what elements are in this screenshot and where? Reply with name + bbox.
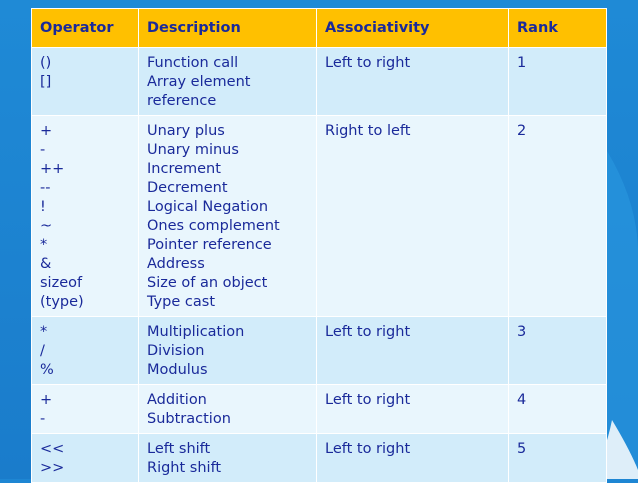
description-cell-line: Type cast bbox=[147, 294, 216, 310]
description-cell bbox=[139, 385, 317, 434]
operator-cell bbox=[32, 385, 139, 434]
rank-cell: 2 bbox=[509, 116, 607, 317]
table-row bbox=[32, 116, 607, 317]
operator-cell-line: / bbox=[40, 343, 45, 359]
operator-cell-line: & bbox=[40, 256, 52, 272]
operator-cell bbox=[32, 317, 139, 385]
header-operator: Operator bbox=[32, 9, 139, 48]
table-row bbox=[32, 317, 607, 385]
table-row bbox=[32, 48, 607, 116]
operator-cell bbox=[32, 116, 139, 317]
description-cell-line: Logical Negation bbox=[147, 199, 269, 215]
description-cell-line: reference bbox=[147, 93, 217, 109]
rank-cell: 3 bbox=[509, 317, 607, 385]
associativity-cell: Left to right bbox=[317, 48, 509, 116]
operator-cell-line: ! bbox=[40, 199, 46, 215]
table-row bbox=[32, 434, 607, 483]
description-cell-line: Unary minus bbox=[147, 142, 239, 158]
associativity-cell: Right to left bbox=[317, 116, 509, 317]
operator-cell bbox=[32, 48, 139, 116]
operator-cell-line: >> bbox=[40, 460, 65, 476]
operator-cell-line: sizeof bbox=[40, 275, 83, 291]
operator-cell-line: -- bbox=[40, 180, 51, 196]
table-body bbox=[32, 48, 607, 483]
table-header-row bbox=[32, 9, 607, 48]
operator-cell-line: + bbox=[40, 123, 53, 139]
description-cell-line: Left shift bbox=[147, 441, 211, 457]
rank-cell: 5 bbox=[509, 434, 607, 483]
description-cell-line: Function call bbox=[147, 55, 239, 71]
operator-cell-line: [] bbox=[40, 74, 52, 90]
associativity-cell: Left to right bbox=[317, 385, 509, 434]
description-cell-line: Address bbox=[147, 256, 205, 272]
header-rank: Rank bbox=[509, 9, 607, 48]
operator-cell-line: * bbox=[40, 324, 48, 340]
header-associativity: Associativity bbox=[317, 9, 509, 48]
description-cell-line: Right shift bbox=[147, 460, 222, 476]
description-cell-line: Division bbox=[147, 343, 205, 359]
associativity-cell: Left to right bbox=[317, 317, 509, 385]
associativity-cell: Left to right bbox=[317, 434, 509, 483]
description-cell-line: Increment bbox=[147, 161, 221, 177]
rank-cell: 1 bbox=[509, 48, 607, 116]
description-cell-line: Pointer reference bbox=[147, 237, 272, 253]
operator-cell bbox=[32, 434, 139, 483]
operator-cell-line: ++ bbox=[40, 161, 65, 177]
operator-cell-line: % bbox=[40, 362, 54, 378]
description-cell-line: Addition bbox=[147, 392, 207, 408]
description-cell bbox=[139, 434, 317, 483]
description-cell-line: Unary plus bbox=[147, 123, 225, 139]
description-cell-line: Ones complement bbox=[147, 218, 280, 234]
description-cell-line: Subtraction bbox=[147, 411, 231, 427]
operator-precedence-table-container bbox=[31, 8, 606, 483]
table-row bbox=[32, 385, 607, 434]
operator-cell-line: - bbox=[40, 142, 46, 158]
description-cell bbox=[139, 48, 317, 116]
operator-cell-line: * bbox=[40, 237, 48, 253]
operator-cell-line: (type) bbox=[40, 294, 84, 310]
description-cell bbox=[139, 116, 317, 317]
operator-cell-line: () bbox=[40, 55, 52, 71]
description-cell-line: Size of an object bbox=[147, 275, 268, 291]
rank-cell: 4 bbox=[509, 385, 607, 434]
operator-cell-line: - bbox=[40, 411, 46, 427]
description-cell-line: Modulus bbox=[147, 362, 208, 378]
description-cell-line: Decrement bbox=[147, 180, 228, 196]
description-cell bbox=[139, 317, 317, 385]
operator-cell-line: ~ bbox=[40, 218, 53, 234]
description-cell-line: Multiplication bbox=[147, 324, 245, 340]
operator-precedence-table bbox=[31, 8, 607, 483]
description-cell-line: Array element bbox=[147, 74, 251, 90]
operator-cell-line: << bbox=[40, 441, 65, 457]
operator-cell-line: + bbox=[40, 392, 53, 408]
header-description: Description bbox=[139, 9, 317, 48]
